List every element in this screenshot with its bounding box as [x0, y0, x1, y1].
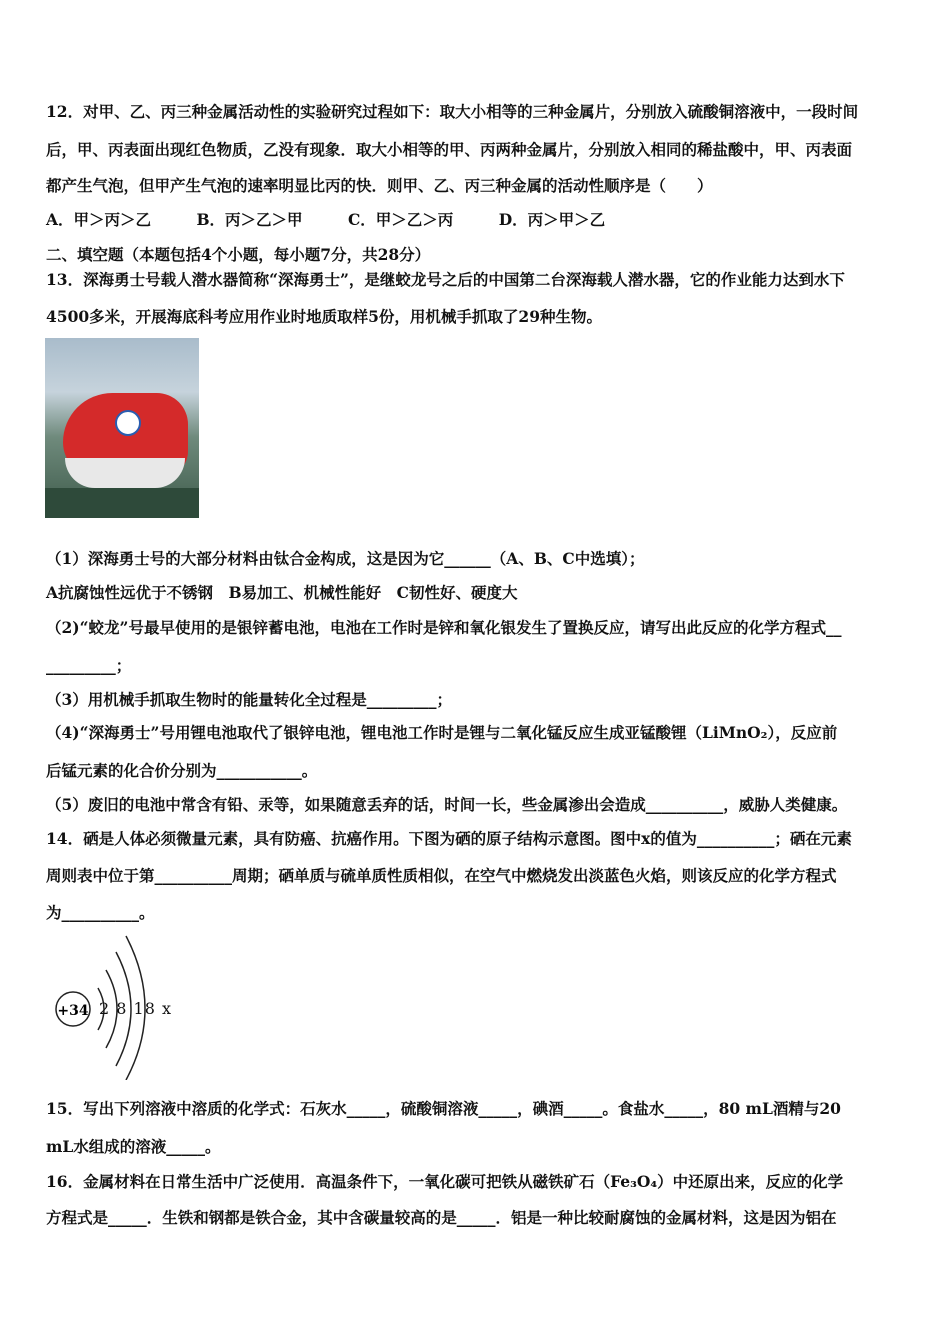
q12-option-c: C．甲＞乙＞丙 — [347, 210, 454, 229]
q13-line-1: 13．深海勇士号载人潜水器简称“深海勇士”，是继蛟龙号之后的中国第二台深海载人潜水器，它的作业能力达到水下 — [46, 270, 845, 289]
q13-part-5: （5）废旧的电池中常含有铅、汞等，如果随意丢弃的话，时间一长，些金属渗出会造成__________，威胁人类健康。 — [46, 795, 848, 814]
q14-line-1: 14．硒是人体必须微量元素，具有防癌、抗癌作用。下图为硒的原子结构示意图。图中x的值为__________；硒在元素 — [46, 829, 852, 848]
submersible-photo — [45, 338, 199, 518]
q12-line-1: 12．对甲、乙、丙三种金属活动性的实验研究过程如下：取大小相等的三种金属片，分别放入硫酸铜溶液中，一段时间 — [46, 102, 859, 121]
q16-line-2: 方程式是_____．生铁和钢都是铁合金，其中含碳量较高的是_____．铝是一种比较耐腐蚀的金属材料，这是因为铝在 — [46, 1208, 837, 1227]
q14-line-2: 周则表中位于第__________周期；硒单质与硫单质性质相似，在空气中燃烧发出淡蓝色火焰，则该反应的化学方程式 — [46, 866, 837, 885]
ship-deck — [45, 488, 199, 518]
q12-option-d: D．丙＞甲＞乙 — [498, 210, 606, 229]
q12-options — [46, 210, 645, 230]
nucleus-label: +34 — [57, 1003, 89, 1019]
section-heading: 二、填空题（本题包括4个小题，每小题7分，共28分） — [46, 245, 431, 264]
submersible-logo — [115, 410, 141, 436]
q14-line-3: 为__________。 — [46, 903, 155, 922]
q13-part-1-options: A抗腐蚀性远优于不锈钢 B易加工、机械性能好 C韧性好、硬度大 — [46, 583, 518, 602]
q12-line-2: 后，甲、丙表面出现红色物质，乙没有现象．取大小相等的甲、丙两种金属片，分别放入相同的稀盐酸中，甲、丙表面 — [46, 140, 853, 159]
q15-line-1: 15．写出下列溶液中溶质的化学式：石灰水_____，硫酸铜溶液_____，碘酒_____。食盐水_____，80 mL酒精与20 — [46, 1099, 841, 1118]
electron-counts: 2 8 18 x — [99, 999, 172, 1018]
q13-part-1: （1）深海勇士号的大部分材料由钛合金构成，这是因为它______（A、B、C中选填）； — [46, 549, 645, 568]
q12-line-3: 都产生气泡，但甲产生气泡的速率明显比丙的快．则甲、乙、丙三种金属的活动性顺序是（ ） — [46, 176, 713, 195]
q13-part-3: （3）用机械手抓取生物时的能量转化全过程是_________； — [46, 690, 453, 709]
q13-part-4-line-1: （4)“深海勇士”号用锂电池取代了银锌电池，锂电池工作时是锂与二氧化锰反应生成亚锰酸锂（LiMnO₂），反应前 — [46, 723, 838, 742]
submersible-base — [65, 458, 185, 488]
q12-option-b: B．丙＞乙＞甲 — [196, 210, 303, 229]
q13-part-2-line-2: _________； — [46, 656, 132, 675]
q15-line-2: mL水组成的溶液_____。 — [46, 1137, 221, 1156]
q16-line-1: 16．金属材料在日常生活中广泛使用．高温条件下，一氧化碳可把铁从磁铁矿石（Fe₃O₄）中还原出来，反应的化学 — [46, 1172, 844, 1191]
q13-part-4-line-2: 后锰元素的化合价分别为___________。 — [46, 761, 318, 780]
q12-option-a: A．甲＞丙＞乙 — [46, 210, 152, 229]
q13-part-2-line-1: （2)“蛟龙”号最早使用的是银锌蓄电池，电池在工作时是锌和氧化银发生了置换反应，请写出此反应的化学方程式__ — [46, 618, 842, 637]
q13-line-2: 4500多米，开展海底科考应用作业时地质取样5份，用机械手抓取了29种生物。 — [46, 307, 602, 326]
